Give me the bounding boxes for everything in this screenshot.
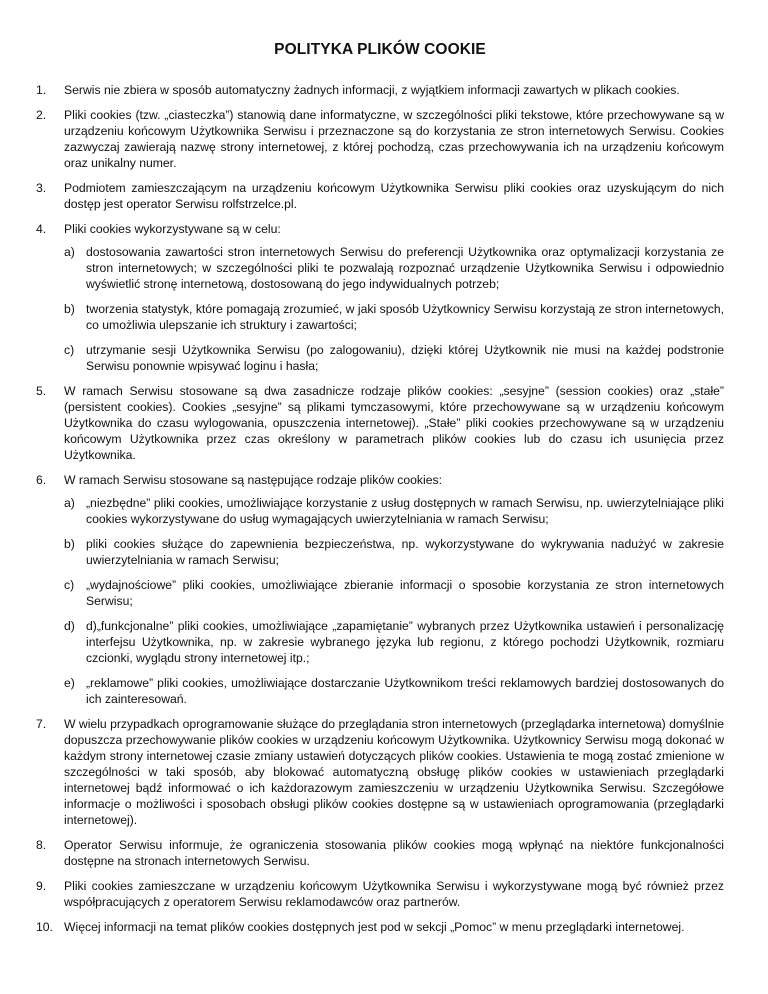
policy-item bbox=[36, 107, 724, 171]
item-number: 2. bbox=[36, 108, 47, 122]
sub-item-text: tworzenia statystyk, które pomagają zrozumieć, w jaki sposób Użytkownicy Serwisu korzystają ze stron internetowych, co umożliwia ulepszanie ich struktury i zawartości; bbox=[86, 302, 724, 332]
sub-item-text: pliki cookies służące do zapewnienia bezpieczeństwa, np. wykorzystywane do wykrywania nadużyć w zakresie uwierzytelniania w ramach Serwisu; bbox=[86, 537, 724, 567]
item-number: 6. bbox=[36, 473, 47, 487]
policy-item bbox=[36, 472, 724, 707]
sub-item-letter: c) bbox=[64, 343, 75, 357]
item-number: 1. bbox=[36, 83, 47, 97]
item-text: Serwis nie zbiera w sposób automatyczny żadnych informacji, z wyjątkiem informacji zawartych w plikach cookies. bbox=[64, 83, 680, 97]
sub-item bbox=[64, 301, 724, 333]
policy-item bbox=[36, 180, 724, 212]
sub-item bbox=[64, 244, 724, 292]
item-text: Pliki cookies zamieszczane w urządzeniu końcowym Użytkownika Serwisu i wykorzystywane mogą być również przez współpracujących z operatorem Serwisu reklamodawców oraz partnerów. bbox=[64, 879, 724, 909]
item-number: 8. bbox=[36, 838, 47, 852]
item-text: W wielu przypadkach oprogramowanie służące do przeglądania stron internetowych (przeglądarka internetowa) domyślnie dopuszcza przechowywanie plików cookies w urządzeniu końcowym Użytkownika. Użytkownicy Serwisu mogą dokonać w każdym strony internetowej czasie zmiany ustawień dotyczących plików cookies. Ustawienia te mogą zostać zmienione w szczególności w taki sposób, aby blokować automatyczną obsługę plików cookies w ustawieniach przeglądarki internetowej bądź informować o ich każdorazowym zamieszczeniu w urządzeniu Użytkownika Serwisu. Szczegółowe informacje o możliwości i sposobach obsługi plików cookies dostępne są w ustawieniach oprogramowania (przeglądarki internetowej). bbox=[64, 717, 724, 827]
policy-list bbox=[36, 82, 724, 935]
sub-item-letter: b) bbox=[64, 537, 75, 551]
policy-item bbox=[36, 221, 724, 374]
sub-item-text: d)„funkcjonalne” pliki cookies, umożliwiające „zapamiętanie” wybranych przez Użytkownika ustawień i personalizację interfejsu Użytkownika, np. w zakresie wybranego języka lub regionu, z którego pochodzi Użytkownik, rozmiaru czcionki, wyglądu strony internetowej itp.; bbox=[86, 619, 724, 665]
page-title: POLITYKA PLIKÓW COOKIE bbox=[274, 41, 486, 58]
item-text: W ramach Serwisu stosowane są dwa zasadnicze rodzaje plików cookies: „sesyjne” (session cookies) oraz „stałe” (persistent cookies). Cookies „sesyjne” są plikami tymczasowymi, które przechowywane są w urządzeniu końcowym Użytkownika do czasu wylogowania, opuszczenia internetowej). „Stałe” pliki cookies przechowywane są w urządzeniu końcowym Użytkownika przez czas określony w parametrach plików cookies lub do czasu ich usunięcia przez Użytkownika. bbox=[64, 384, 724, 462]
item-number: 10. bbox=[36, 920, 53, 934]
sub-item-text: „wydajnościowe” pliki cookies, umożliwiające zbieranie informacji o sposobie korzystania ze stron internetowych Serwisu; bbox=[86, 578, 724, 608]
item-number: 9. bbox=[36, 879, 47, 893]
policy-item bbox=[36, 919, 724, 935]
item-text: Pliki cookies (tzw. „ciasteczka”) stanowią dane informatyczne, w szczególności pliki tekstowe, które przechowywane są w urządzeniu końcowym Użytkownika Serwisu i przeznaczone są do korzystania ze stron internetowych Serwisu. Cookies zazwyczaj zawierają nazwę strony internetowej, z której pochodzą, czas przechowywania ich na urządzeniu końcowym oraz unikalny numer. bbox=[64, 108, 724, 170]
sub-item-text: dostosowania zawartości stron internetowych Serwisu do preferencji Użytkownika oraz optymalizacji korzystania ze stron internetowych; w szczególności pliki te pozwalają rozpoznać urządzenie Użytkownika Serwisu i odpowiednio wyświetlić stronę internetową, dostosowaną do jego indywidualnych potrzeb; bbox=[86, 245, 724, 291]
sub-item bbox=[64, 342, 724, 374]
sub-item-letter: a) bbox=[64, 245, 75, 259]
sub-item-letter: b) bbox=[64, 302, 75, 316]
sub-item bbox=[64, 536, 724, 568]
item-text: W ramach Serwisu stosowane są następujące rodzaje plików cookies: bbox=[64, 473, 442, 487]
sub-list bbox=[64, 495, 724, 707]
policy-item bbox=[36, 383, 724, 463]
sub-item-text: „niezbędne” pliki cookies, umożliwiające korzystanie z usług dostępnych w ramach Serwisu, np. uwierzytelniające pliki cookies wykorzystywane do usług wymagających uwierzytelniania w ramach Serwisu; bbox=[86, 496, 724, 526]
sub-list bbox=[64, 244, 724, 374]
sub-item-letter: e) bbox=[64, 676, 75, 690]
item-text: Podmiotem zamieszczającym na urządzeniu końcowym Użytkownika Serwisu pliki cookies oraz uzyskującym do nich dostęp jest operator Serwisu rolfstrzelce.pl. bbox=[64, 181, 724, 211]
sub-item-letter: c) bbox=[64, 578, 75, 592]
item-number: 5. bbox=[36, 384, 47, 398]
item-text: Więcej informacji na temat plików cookies dostępnych jest pod w sekcji „Pomoc” w menu przeglądarki internetowej. bbox=[64, 920, 685, 934]
sub-item-letter: d) bbox=[64, 619, 75, 633]
item-text: Operator Serwisu informuje, że ograniczenia stosowania plików cookies mogą wpłynąć na niektóre funkcjonalności dostępne na stronach internetowych Serwisu. bbox=[64, 838, 724, 868]
sub-item-text: „reklamowe” pliki cookies, umożliwiające dostarczanie Użytkownikom treści reklamowych bardziej dostosowanych do ich zainteresowań. bbox=[86, 676, 724, 706]
policy-item bbox=[36, 82, 724, 98]
sub-item bbox=[64, 675, 724, 707]
sub-item bbox=[64, 495, 724, 527]
policy-item bbox=[36, 878, 724, 910]
policy-item bbox=[36, 716, 724, 828]
sub-item bbox=[64, 618, 724, 666]
item-number: 4. bbox=[36, 222, 47, 236]
sub-item-letter: a) bbox=[64, 496, 75, 510]
policy-item bbox=[36, 837, 724, 869]
sub-item bbox=[64, 577, 724, 609]
item-number: 3. bbox=[36, 181, 47, 195]
item-text: Pliki cookies wykorzystywane są w celu: bbox=[64, 222, 281, 236]
item-number: 7. bbox=[36, 717, 47, 731]
sub-item-text: utrzymanie sesji Użytkownika Serwisu (po zalogowaniu), dzięki której Użytkownik nie musi na każdej podstronie Serwisu ponownie wpisywać loginu i hasła; bbox=[86, 343, 724, 373]
